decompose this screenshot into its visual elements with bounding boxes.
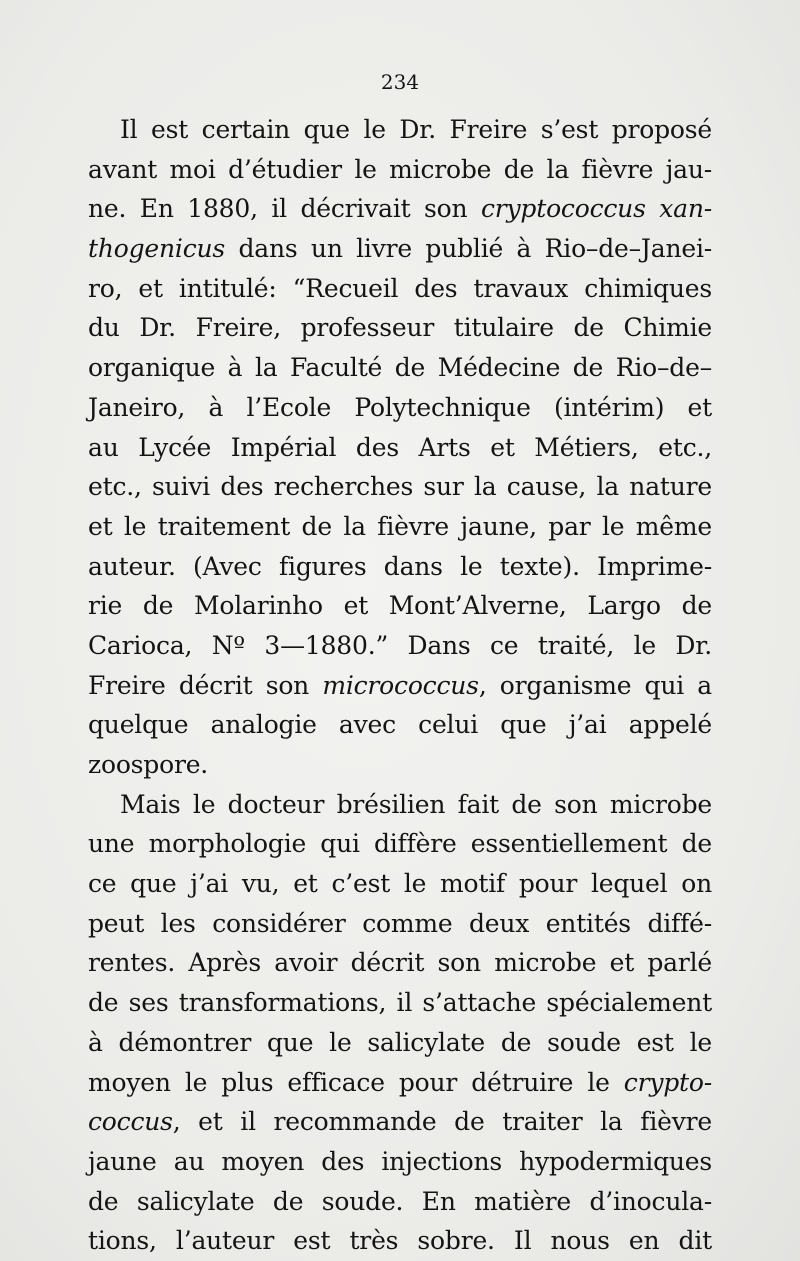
text-line: [88, 388, 712, 428]
text-run: à démontrer que le salicylate de soude est le: [88, 1027, 712, 1057]
text-line: [88, 507, 712, 547]
italic-run: crypto-: [623, 1067, 712, 1097]
text-line: [88, 150, 712, 190]
text-run: organique à la Faculté de Médecine de Rio–de–: [88, 353, 712, 383]
text-line: [88, 705, 712, 745]
text-run: peut les considérer comme deux entités diffé-: [88, 908, 712, 938]
text-line: [88, 189, 712, 229]
text-run: ne. En 1880, il décrivait son: [88, 194, 481, 224]
text-line: [88, 1063, 712, 1103]
text-run: de salicylate de soude. En matière d’inocula-: [88, 1186, 712, 1216]
text-line: [88, 428, 712, 468]
text-line: [88, 348, 712, 388]
text-line: [88, 824, 712, 864]
text-run: Carioca, Nº 3—1880.” Dans ce traité, le Dr.: [88, 630, 712, 660]
text-line: [88, 745, 712, 785]
text-run: moyen le plus efficace pour détruire le: [88, 1067, 624, 1097]
text-line: [88, 308, 712, 348]
text-run: quelque analogie avec celui que j’ai appelé: [88, 710, 712, 740]
text-line: [88, 547, 712, 587]
body-text: [88, 110, 712, 1261]
italic-run: coccus: [88, 1107, 173, 1137]
text-line: [88, 1102, 712, 1142]
text-line: [88, 666, 712, 706]
text-run: Mais le docteur brésilien fait de son microbe: [120, 789, 712, 819]
text-run: une morphologie qui diffère essentiellement de: [88, 829, 712, 859]
page-number: 234: [380, 70, 420, 94]
text-run: au Lycée Impérial des Arts et Métiers, etc.,: [88, 432, 712, 462]
text-line: [88, 229, 712, 269]
text-run: rentes. Après avoir décrit son microbe et parlé: [88, 948, 712, 978]
text-run: Freire décrit son: [88, 670, 323, 700]
text-run: et le traitement de la fièvre jaune, par le même: [88, 511, 712, 541]
text-line: [88, 1221, 712, 1261]
text-line: [88, 110, 712, 150]
text-line: [88, 1023, 712, 1063]
italic-run: thogenicus: [88, 234, 226, 264]
text-run: du Dr. Freire, professeur titulaire de Chimie: [88, 313, 712, 343]
text-line: [88, 467, 712, 507]
text-run: auteur. (Avec figures dans le texte). Imprime-: [88, 551, 712, 581]
italic-run: cryptococcus xan-: [480, 194, 713, 224]
text-line: [88, 943, 712, 983]
text-run: rie de Molarinho et Mont’Alverne, Largo de: [88, 591, 712, 621]
text-run: avant moi d’étudier le microbe de la fièvre jau-: [88, 154, 712, 184]
text-run: ce que j’ai vu, et c’est le motif pour lequel on: [88, 869, 712, 899]
text-line: [88, 904, 712, 944]
text-line: [88, 785, 712, 825]
italic-run: micrococcus: [322, 670, 479, 700]
text-line: [88, 1182, 712, 1222]
text-run: tions, l’auteur est très sobre. Il nous en dit: [88, 1226, 712, 1256]
text-run: ro, et intitulé: “Recueil des travaux chimiques: [88, 273, 712, 303]
text-line: [88, 269, 712, 309]
text-line: [88, 626, 712, 666]
text-line: [88, 586, 712, 626]
text-run: , et il recommande de traiter la fièvre: [172, 1107, 712, 1137]
text-line: [88, 864, 712, 904]
text-run: etc., suivi des recherches sur la cause, la nature: [88, 472, 712, 502]
text-run: Janeiro, à l’Ecole Polytechnique (intérim) et: [88, 392, 712, 422]
text-run: , organisme qui a: [478, 670, 712, 700]
text-line: [88, 1142, 712, 1182]
text-line: [88, 983, 712, 1023]
text-run: de ses transformations, il s’attache spécialement: [88, 988, 712, 1018]
text-run: zoospore.: [88, 750, 209, 779]
text-run: dans un livre publié à Rio–de–Janei-: [225, 234, 712, 264]
text-run: jaune au moyen des injections hypodermiques: [88, 1146, 712, 1176]
text-run: Il est certain que le Dr. Freire s’est proposé: [120, 115, 712, 144]
